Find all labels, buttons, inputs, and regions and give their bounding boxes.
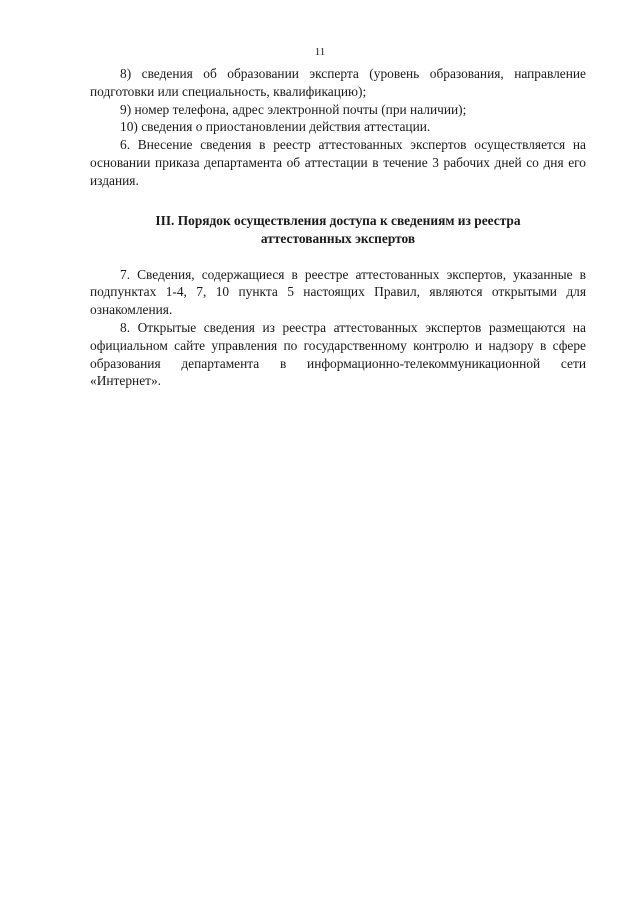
- page-number: 11: [314, 46, 326, 58]
- paragraph-8: 8. Открытые сведения из реестра аттестованных экспертов размещаются на официальном сайте управления по государственному контролю и надзору в сфере образования департамента в информационно-телекоммуникационной сети «Интернет».: [90, 319, 586, 389]
- list-item-8: 8) сведения об образовании эксперта (уровень образования, направление подготовки или специальность, квалификацию);: [90, 66, 586, 99]
- section-heading-line-2: аттестованных экспертов: [260, 230, 416, 246]
- paragraph-7: 7. Сведения, содержащиеся в реестре аттестованных экспертов, указанные в подпунктах 1-4, 7, 10 пункта 5 настоящих Правил, являются открытыми для ознакомления.: [90, 266, 586, 318]
- document-body: [90, 65, 586, 390]
- list-item-10: 10) сведения о приостановлении действия аттестации.: [120, 119, 431, 135]
- section-heading-line-1: III. Порядок осуществления доступа к сведениям из реестра: [155, 212, 521, 228]
- paragraph-6: 6. Внесение сведения в реестр аттестованных экспертов осуществляется на основании приказа департамента об аттестации в течение 3 рабочих дней со дня его издания.: [90, 137, 586, 188]
- list-item-9: 9) номер телефона, адрес электронной почты (при наличии);: [120, 101, 467, 117]
- section-heading: [90, 212, 586, 248]
